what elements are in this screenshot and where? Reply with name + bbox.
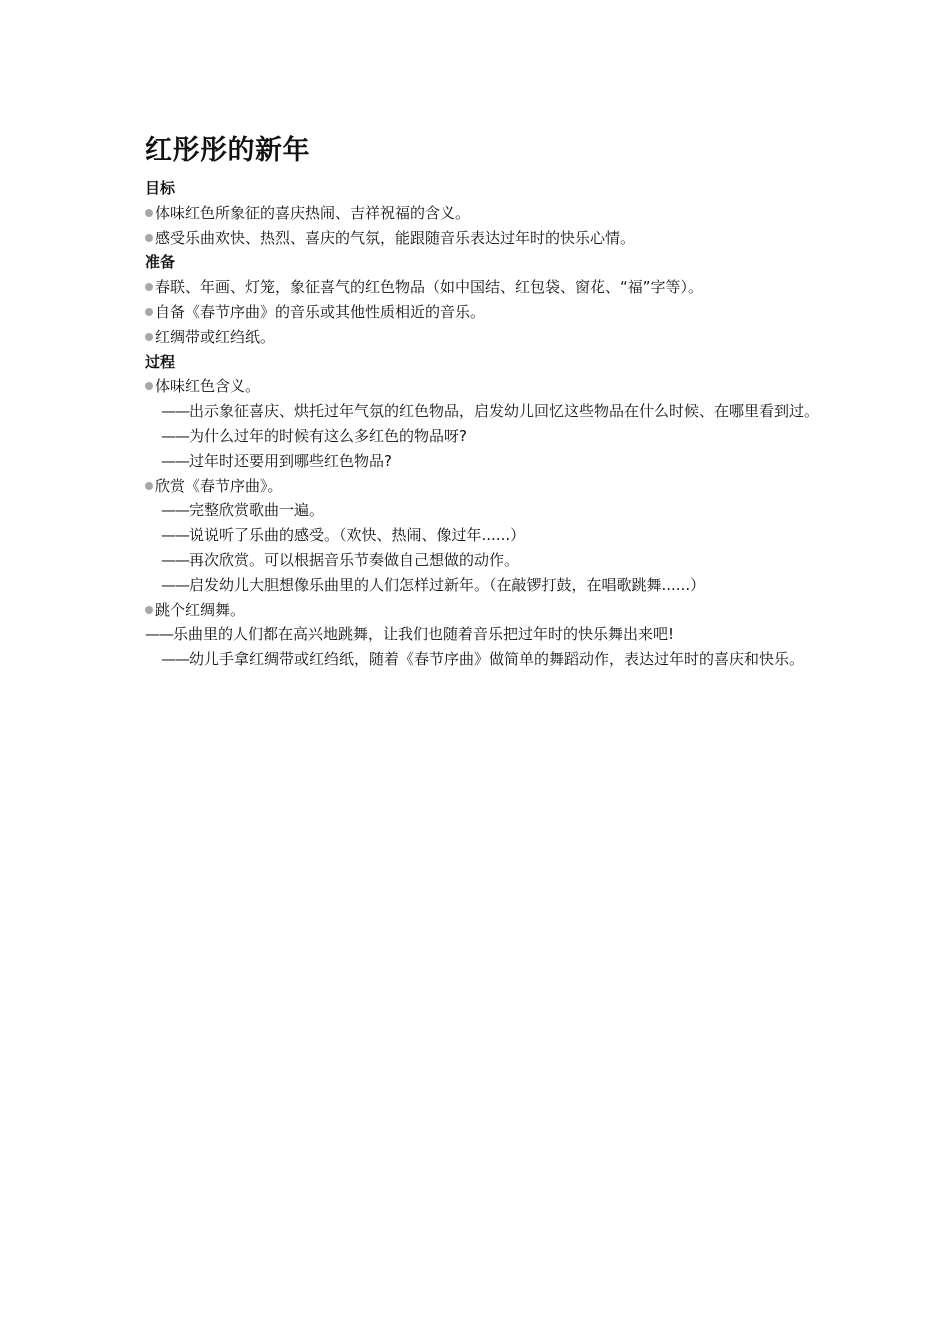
process-substep: —— 启发幼儿大胆想像乐曲里的人们怎样过新年。（在敲锣打鼓，在唱歌跳舞......）	[145, 573, 825, 598]
dash-mark: ——	[161, 451, 189, 470]
bullet-dot-icon	[145, 333, 153, 341]
goal-item: 体味红色所象征的喜庆热闹、吉祥祝福的含义。	[145, 201, 825, 226]
process-substep: —— 再次欣赏。可以根据音乐节奏做自己想做的动作。	[145, 548, 825, 573]
process-step: 欣赏《春节序曲》。	[145, 474, 825, 499]
bullet-dot-icon	[145, 482, 153, 490]
section-heading-prep: 准备	[145, 253, 176, 272]
bullet-dot-icon	[145, 382, 153, 390]
dash-mark: ——	[161, 550, 189, 569]
prep-item: 自备《春节序曲》的音乐或其他性质相近的音乐。	[145, 300, 825, 325]
prep-item: 春联、年画、灯笼，象征喜气的红色物品（如中国结、红包袋、窗花、“福”字等）。	[145, 275, 825, 300]
bullet-dot-icon	[145, 283, 153, 291]
dash-mark: ——	[161, 650, 189, 669]
section-heading-process: 过程	[145, 352, 176, 371]
dash-mark: ——	[145, 625, 173, 644]
dash-mark: ——	[161, 575, 189, 594]
process-substep: —— 过年时还要用到哪些红色物品?	[145, 449, 825, 474]
dash-mark: ——	[161, 526, 189, 545]
process-substep: —— 乐曲里的人们都在高兴地跳舞，让我们也随着音乐把过年时的快乐舞出来吧!	[145, 622, 825, 647]
prep-item: 红绸带或红绉纸。	[145, 325, 825, 350]
bullet-dot-icon	[145, 209, 153, 217]
bullet-dot-icon	[145, 234, 153, 242]
section-heading-goal: 目标	[145, 179, 176, 197]
process-substep: —— 出示象征喜庆、烘托过年气氛的红色物品，启发幼儿回忆这些物品在什么时候、在哪里看到过。	[145, 399, 825, 424]
bullet-dot-icon	[145, 308, 153, 316]
process-step: 体味红色含义。	[145, 374, 825, 399]
page-title: 红彤彤的新年	[145, 135, 310, 166]
process-substep: —— 说说听了乐曲的感受。（欢快、热闹、像过年......）	[145, 523, 825, 548]
dash-mark: ——	[161, 426, 189, 445]
goal-item: 感受乐曲欢快、热烈、喜庆的气氛，能跟随音乐表达过年时的快乐心情。	[145, 226, 825, 251]
dash-mark: ——	[161, 402, 189, 421]
dash-mark: ——	[161, 501, 189, 520]
process-substep: —— 为什么过年的时候有这么多红色的物品呀?	[145, 424, 825, 449]
bullet-dot-icon	[145, 606, 153, 614]
process-substep: —— 完整欣赏歌曲一遍。	[145, 498, 825, 523]
process-step: 跳个红绸舞。	[145, 598, 825, 623]
lesson-document	[145, 128, 825, 672]
process-substep: —— 幼儿手拿红绸带或红绉纸，随着《春节序曲》做简单的舞蹈动作，表达过年时的喜庆和快乐。	[145, 647, 825, 672]
